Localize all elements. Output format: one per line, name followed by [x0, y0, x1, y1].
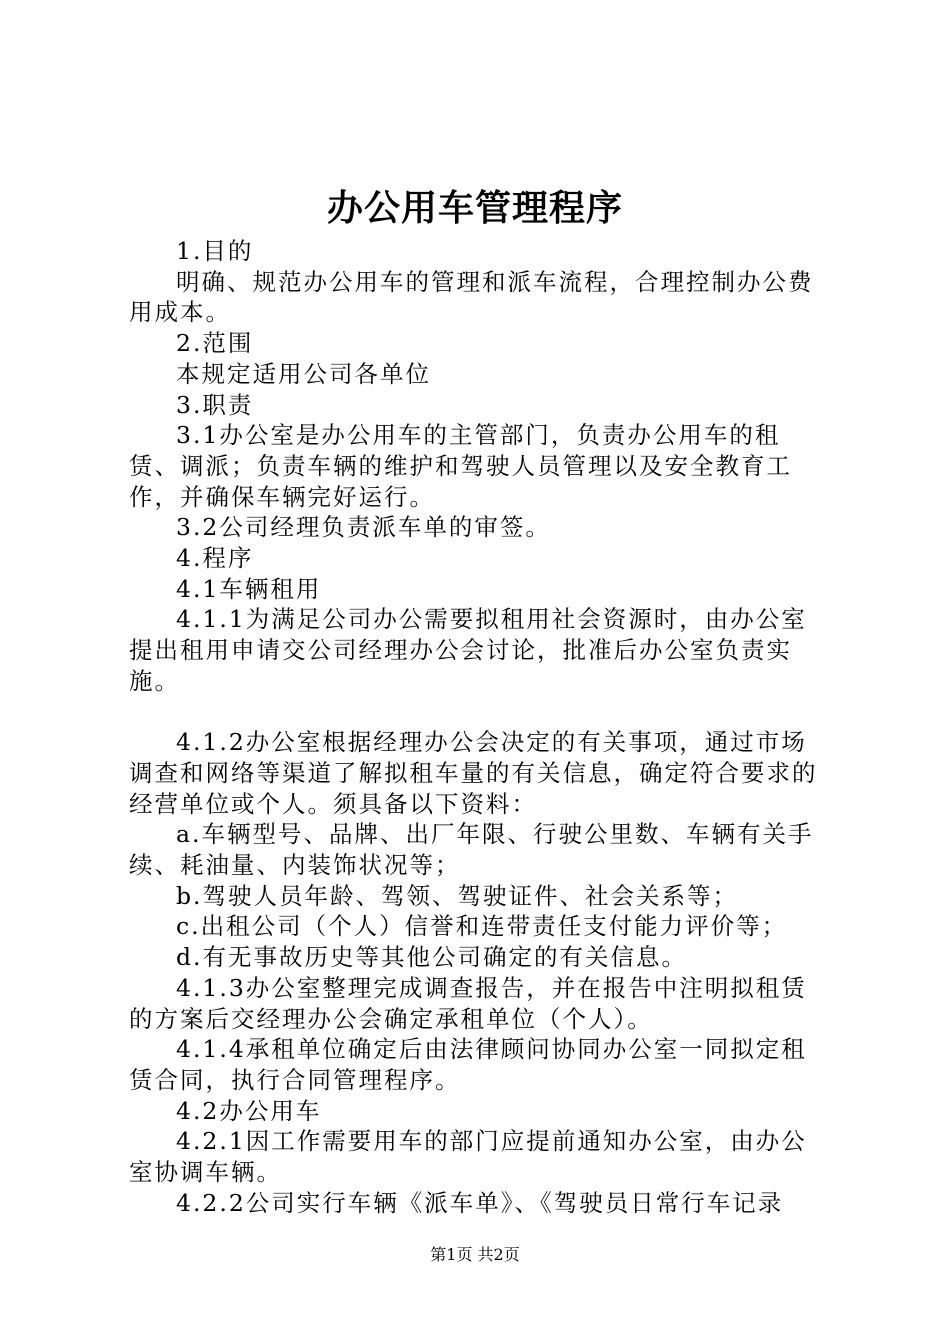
paragraph-4-2-2: 4.2.2公司实行车辆《派车单》、《驾驶员日常行车记录	[176, 1188, 784, 1217]
list-item-c: c.出租公司（个人）信誉和连带责任支付能力评价等；	[176, 912, 788, 941]
paragraph-4-1-2: 4.1.2办公室根据经理办公会决定的有关事项，通过市场调查和网络等渠道了解拟租车量的有关信息，确定符合要求的经营单位或个人。须具备以下资料：	[129, 728, 818, 818]
section-heading-scope: 2.范围	[176, 329, 254, 358]
paragraph-4-1-4: 4.1.4承租单位确定后由法律顾问协同办公室一同拟定租赁合同，执行合同管理程序。	[129, 1035, 807, 1094]
paragraph-4-2-1: 4.2.1因工作需要用车的部门应提前通知办公室，由办公室协调车辆。	[129, 1127, 807, 1187]
paragraph-4-1-1: 4.1.1为满足公司办公需要拟租用社会资源时，由办公室提出租用申请交公司经理办公会讨论，批准后办公室负责实施。	[129, 605, 807, 695]
paragraph-4-1-3: 4.1.3办公室整理完成调查报告，并在报告中注明拟租赁的方案后交经理办公会确定承租单位（个人）。	[129, 973, 807, 1033]
paragraph-purpose: 明确、规范办公用车的管理和派车流程，合理控制办公费用成本。	[129, 267, 814, 327]
section-heading-purpose: 1.目的	[176, 237, 254, 265]
paragraph-gap	[129, 697, 829, 728]
paragraph-3-1: 3.1办公室是办公用车的主管部门，负责办公用车的租赁、调派；负责车辆的维护和驾驶人员管理以及安全教育工作，并确保车辆完好运行。	[129, 421, 792, 511]
subsection-heading-4-2: 4.2办公用车	[176, 1096, 322, 1125]
list-item-b: b.驾驶人员年龄、驾领、驾驶证件、社会关系等；	[176, 881, 739, 910]
document-title: 办公用车管理程序	[326, 187, 623, 229]
list-item-a: a.车辆型号、品牌、出厂年限、行驶公里数、车辆有关手续、耗油量、内装饰状况等；	[129, 820, 814, 880]
list-item-d: d.有无事故历史等其他公司确定的有关信息。	[176, 943, 688, 972]
page-footer: 第1页 共2页	[430, 1245, 520, 1264]
document-body	[129, 236, 829, 1218]
paragraph-scope: 本规定适用公司各单位	[176, 359, 431, 388]
section-heading-duties: 3.职责	[176, 390, 254, 419]
subsection-heading-4-1: 4.1车辆租用	[176, 574, 322, 603]
paragraph-3-2: 3.2公司经理负责派车单的审签。	[176, 513, 551, 542]
section-heading-procedure: 4.程序	[176, 544, 254, 573]
